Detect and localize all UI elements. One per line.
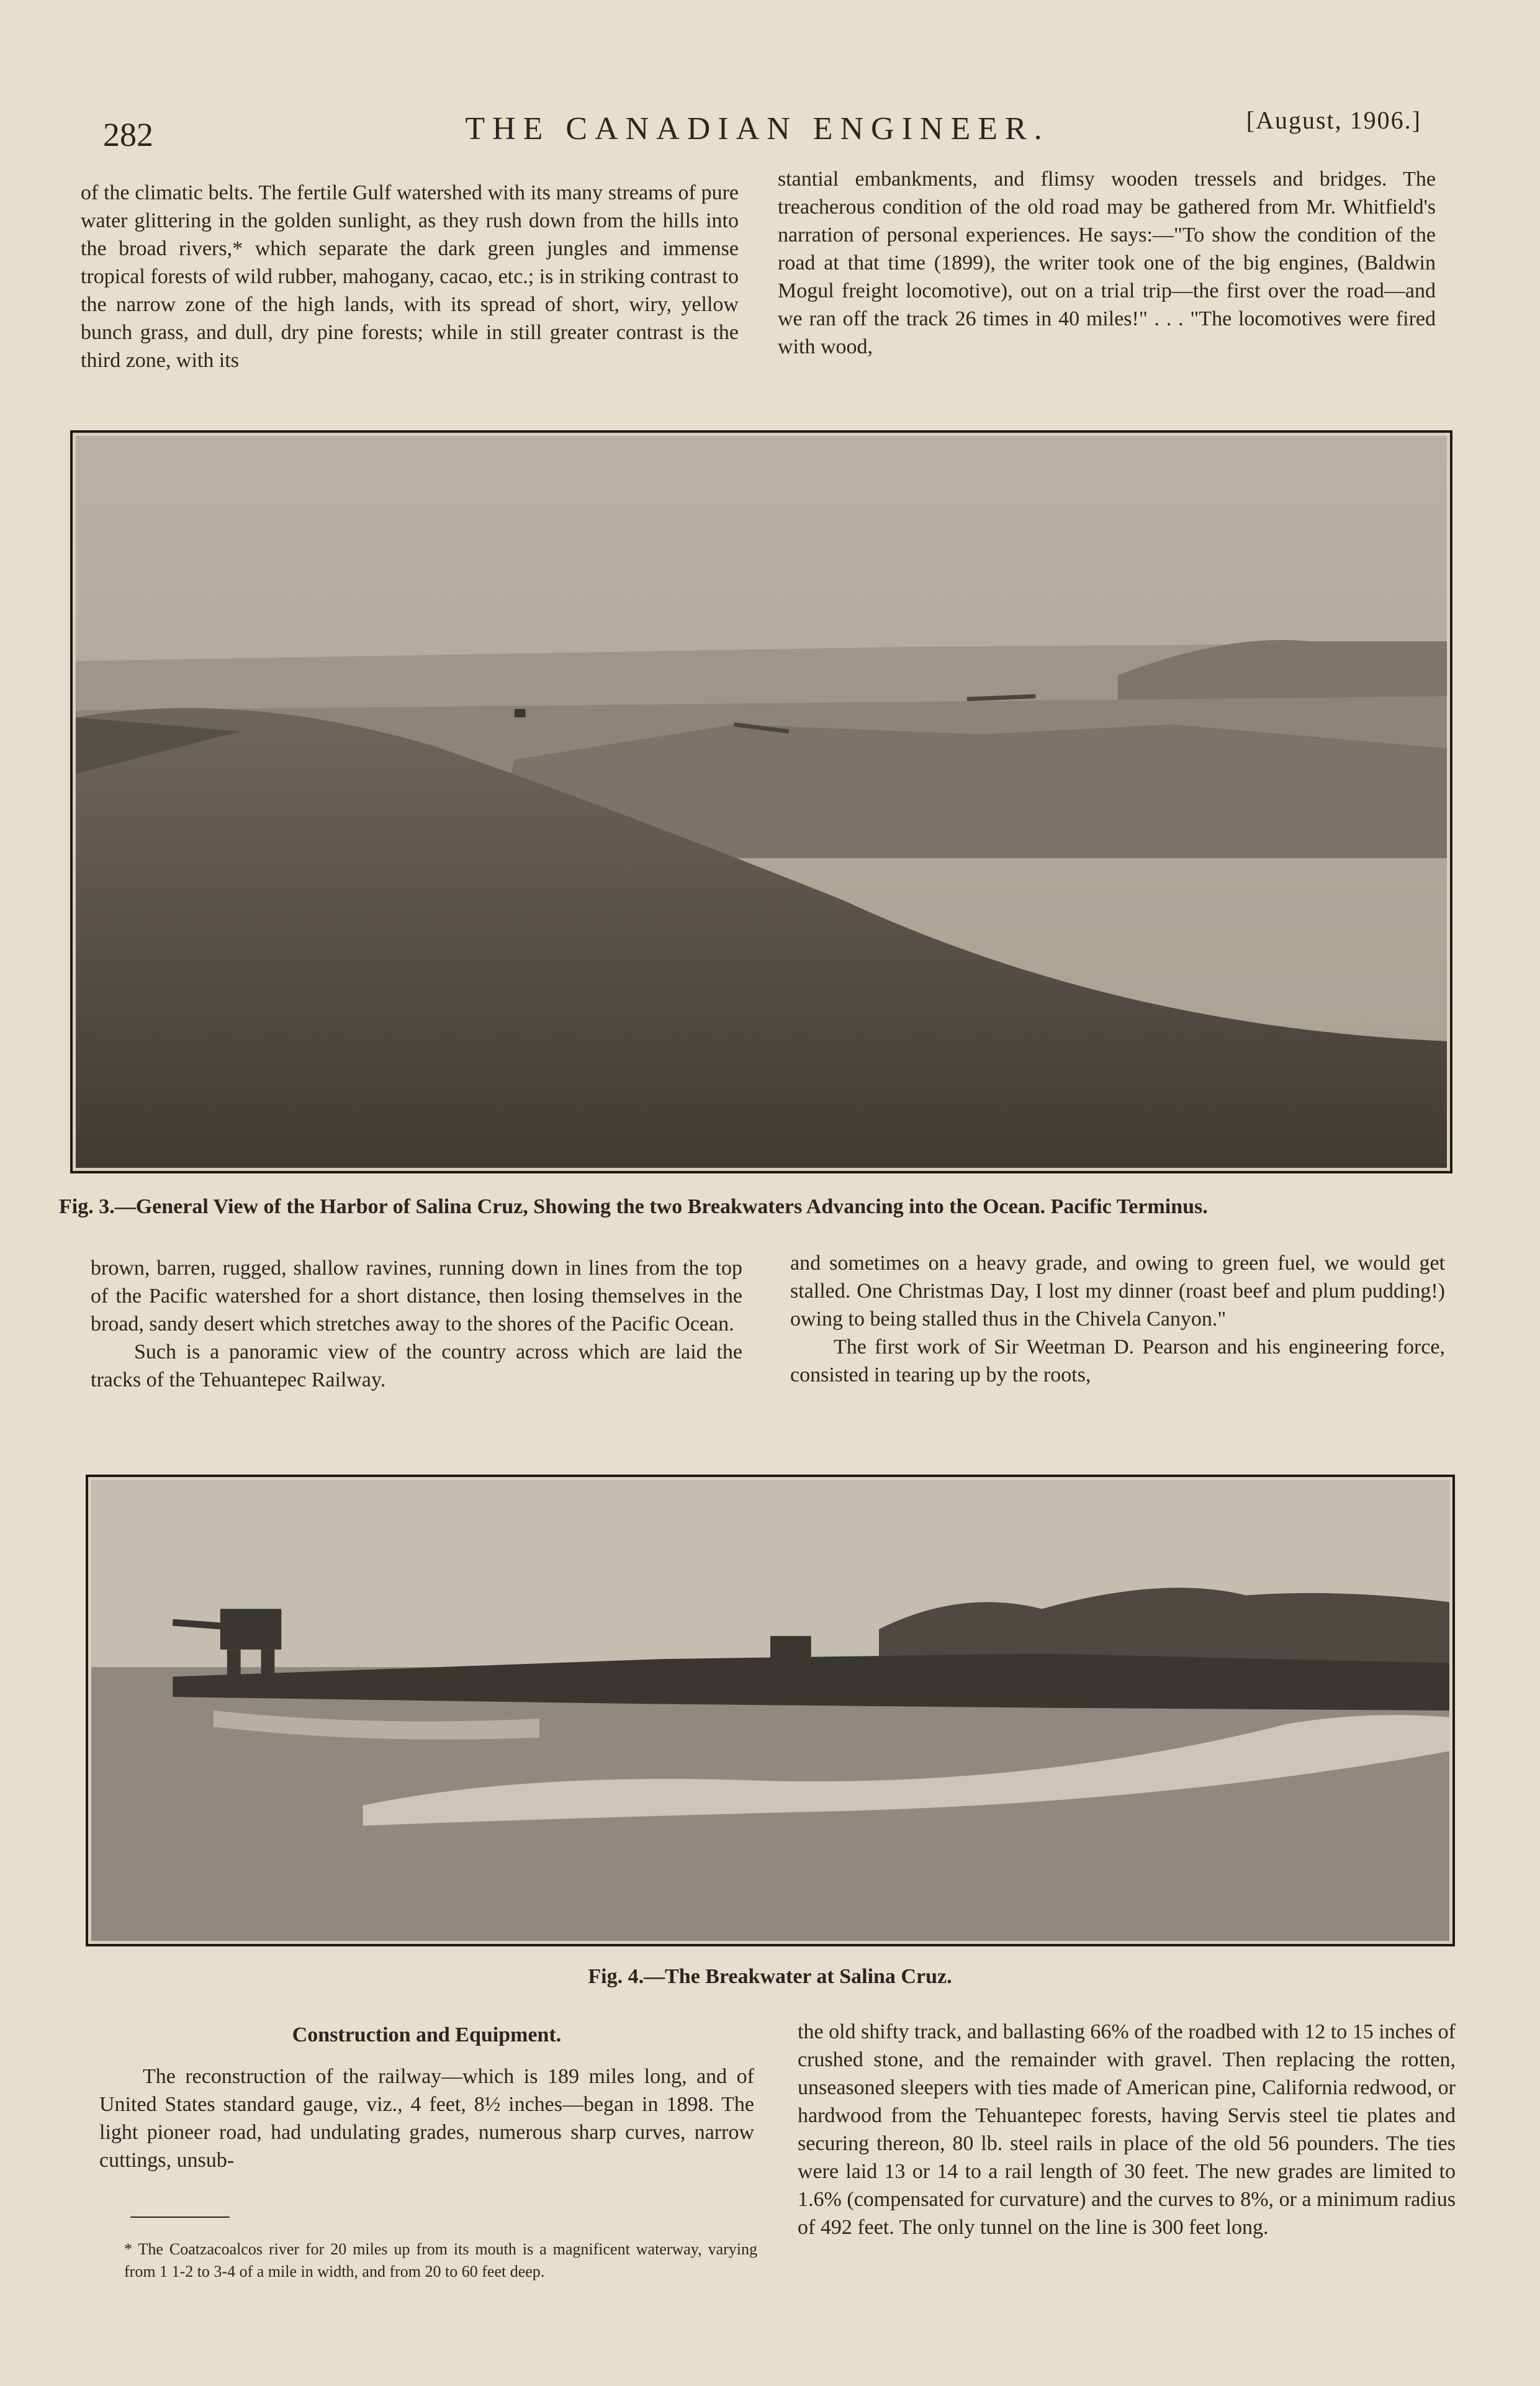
paragraph: The reconstruction of the railway—which is 189 miles long, and of United States standard gauge, viz., 4 feet, 8½ inches—began in 1898. The light pioneer road, had undulating grades, numerous sharp curves, narrow cuttings, unsub- (99, 2065, 754, 2172)
right-column-middle (790, 1249, 1445, 1389)
breakwater-photograph (86, 1475, 1455, 1946)
harbor-photo-graphic (76, 436, 1447, 1168)
breakwater-photo-graphic (91, 1480, 1449, 1941)
right-column-bottom (798, 2018, 1456, 2241)
right-column-top (778, 165, 1436, 361)
paragraph: The first work of Sir Weetman D. Pearson and his engineering force, consisted in tearing up by the roots, (790, 1335, 1445, 1386)
page-header (93, 99, 1421, 155)
journal-title: THE CANADIAN ENGINEER. (465, 111, 1050, 147)
paragraph: Such is a panoramic view of the country across which are laid the tracks of the Tehuantepec Railway. (91, 1340, 742, 1391)
footnote: * The Coatzacoalcos river for 20 miles up from its mouth is a magnificent waterway, varying from 1 1-2 to 3-4 of a mile in width, and from 20 to 60 feet deep. (124, 2240, 757, 2280)
paragraph: stantial embankments, and flimsy wooden tressels and bridges. The treacherous condition of the old road may be gathered from Mr. Whitfield's narration of personal experiences. He says:—"To show the condition of the road at that time (1899), the writer took one of the big engines, (Baldwin Mogul freight locomotive), out on a trial trip—the first over the road—and we ran off the track 26 times in 40 miles!" . . . "The locomotives were fired with wood, (778, 168, 1436, 358)
issue-date: [August, 1906.] (1246, 106, 1421, 134)
footnote-rule (130, 2217, 230, 2218)
paragraph: the old shifty track, and ballasting 66% of the roadbed with 12 to 15 inches of crushed stone, and the remainder with gravel. Then replacing the rotten, unseasoned sleepers with ties made of American pine, California redwood, or hardwood from the Tehuantepec forests, having Servis steel tie plates and securing thereon, 80 lb. steel rails in place of the old 56 pounders. The ties were laid 13 or 14 to a rail length of 30 feet. The new grades are limited to 1.6% (compensated for curvature) and the curves to 8%, or a minimum radius of 492 feet. The only tunnel on the line is 300 feet long. (798, 2020, 1456, 2239)
paragraph: brown, barren, rugged, shallow ravines, running down in lines from the top of the Pacific watershed for a short distance, then losing themselves in the broad, sandy desert which stretches away to the shores of the Pacific Ocean. (91, 1257, 742, 1335)
paragraph: and sometimes on a heavy grade, and owing to green fuel, we would get stalled. One Christmas Day, I lost my dinner (roast beef and plum pudding!) owing to being stalled thus in the Chivela Canyon." (790, 1252, 1445, 1331)
harbor-photograph (70, 430, 1452, 1173)
page-number: 282 (103, 116, 153, 153)
paragraph: of the climatic belts. The fertile Gulf watershed with its many streams of pure water glittering in the golden sunlight, as they rush down from the hills into the broad rivers,* which separate the dark green jungles and immense tropical forests of wild rubber, mahogany, cacao, etc.; is in striking contrast to the narrow zone of the high lands, with its spread of short, wiry, yellow bunch grass, and dull, dry pine forests; while in still greater contrast is the third zone, with its (81, 181, 739, 372)
figure-4-caption: Fig. 4.—The Breakwater at Salina Cruz. (588, 1965, 952, 1988)
left-column-middle (91, 1254, 742, 1394)
left-column-top (81, 179, 739, 374)
section-heading: Construction and Equipment. (292, 2023, 562, 2046)
figure-3-caption: Fig. 3.—General View of the Harbor of Salina Cruz, Showing the two Breakwaters Advancing into the Ocean. Pacific Terminus. (59, 1195, 1208, 1218)
left-column-bottom (99, 2021, 754, 2174)
